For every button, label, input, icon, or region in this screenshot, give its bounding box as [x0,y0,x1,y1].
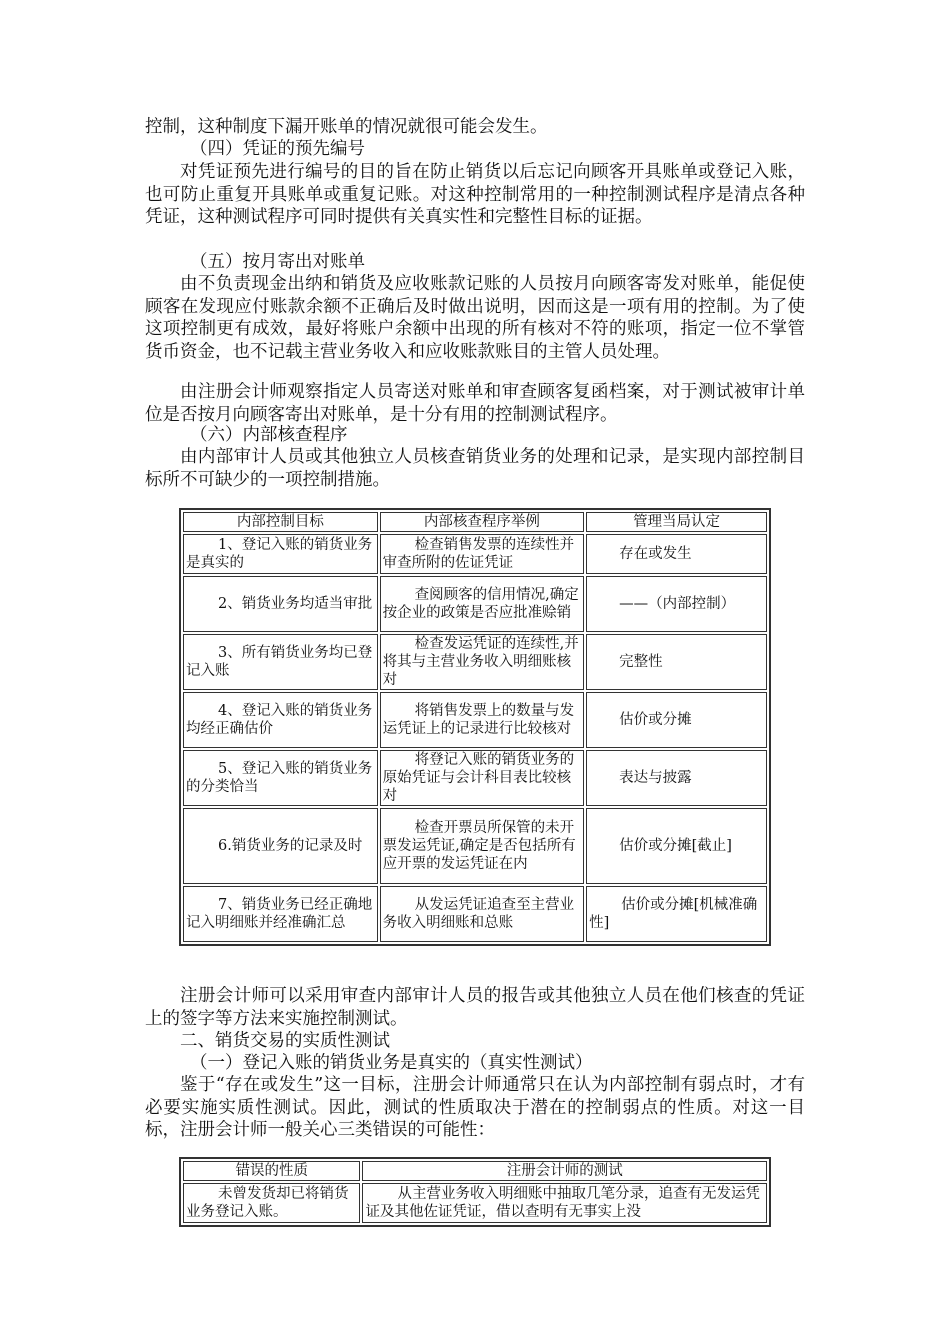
table-cell: 7、销货业务已经正确地记入明细账并经准确汇总 [183,886,378,942]
table-header: 错误的性质 [183,1161,360,1181]
table-cell: 1、登记入账的销货业务是真实的 [183,534,378,574]
table-cell: 检查销售发票的连续性并审查所附的佐证凭证 [380,534,584,574]
table-row [183,534,767,574]
table-cell: ——（内部控制） [586,576,767,632]
table-cell: 估价或分摊[机械准确性] [586,886,767,942]
section-heading-6: （六）内部核查程序 [190,425,348,445]
table-cell: 6.销货业务的记录及时 [183,808,378,884]
table-header: 管理当局认定 [586,512,767,532]
table-row [183,692,767,748]
section-heading-4: （四）凭证的预先编号 [190,139,365,159]
table-header: 内部核查程序举例 [380,512,584,532]
paragraph: 由注册会计师观察指定人员寄送对账单和审查顾客复函档案，对于测试被审计单位是否按月向顾客寄出对账单，是十分有用的控制测试程序。 [145,382,805,425]
table-row [183,1183,767,1223]
paragraph: 对凭证预先进行编号的目的旨在防止销货以后忘记向顾客开具账单或登记入账，也可防止重复开具账单或重复记账。对这种控制常用的一种控制测试程序是清点各种凭证，这种测试程序可同时提供有关真实性和完整性目标的证据。 [145,162,805,227]
table-header: 内部控制目标 [183,512,378,532]
table-cell: 存在或发生 [586,534,767,574]
table-cell: 3、所有销货业务均已登记入账 [183,634,378,690]
internal-control-table [179,508,771,946]
error-test-table [179,1157,771,1227]
table-header: 注册会计师的测试 [362,1161,767,1181]
paragraph: 控制，这种制度下漏开账单的情况就很可能会发生。 [145,117,548,137]
table-cell: 估价或分摊[截止] [586,808,767,884]
table-row [183,634,767,690]
table-cell: 将销售发票上的数量与发运凭证上的记录进行比较核对 [380,692,584,748]
table-cell: 将登记入账的销货业务的原始凭证与会计科目表比较核对 [380,750,584,806]
paragraph: 注册会计师可以采用审查内部审计人员的报告或其他独立人员在他们核查的凭证上的签字等方法来实施控制测试。 [145,986,805,1029]
table-cell: 估价或分摊 [586,692,767,748]
table-header-row [183,1161,767,1181]
table-cell: 检查开票员所保管的未开票发运凭证,确定是否包括所有应开票的发运凭证在内 [380,808,584,884]
table-row [183,808,767,884]
paragraph: 由不负责现金出纳和销货及应收账款记账的人员按月向顾客寄发对账单，能促使顾客在发现应付账款余额不正确后及时做出说明，因而这是一项有用的控制。为了使这项控制更有成效，最好将账户余额中出现的所有核对不符的账项，指定一位不掌管货币资金，也不记载主营业务收入和应收账款账目的主管人员处理。 [145,274,805,362]
subsection-heading: （一）登记入账的销货业务是真实的（真实性测试） [190,1053,593,1073]
table-cell: 检查发运凭证的连续性,并将其与主营业务收入明细账核对 [380,634,584,690]
table-header-row [183,512,767,532]
section-heading: 二、销货交易的实质性测试 [180,1031,390,1051]
table-cell: 未曾发货却已将销货业务登记入账。 [183,1183,360,1223]
section-heading-5: （五）按月寄出对账单 [190,252,365,272]
table-cell: 从发运凭证追查至主营业务收入明细账和总账 [380,886,584,942]
table-cell: 查阅顾客的信用情况,确定按企业的政策是否应批准赊销 [380,576,584,632]
table-cell: 2、销货业务均适当审批 [183,576,378,632]
table-cell: 完整性 [586,634,767,690]
paragraph: 由内部审计人员或其他独立人员核查销货业务的处理和记录，是实现内部控制目标所不可缺少的一项控制措施。 [145,447,805,490]
table-row [183,576,767,632]
table-row [183,750,767,806]
paragraph: 鉴于“存在或发生”这一目标，注册会计师通常只在认为内部控制有弱点时，才有必要实施实质性测试。因此，测试的性质取决于潜在的控制弱点的性质。对这一目标，注册会计师一般关心三类错误的可能性： [145,1075,805,1140]
table-cell: 从主营业务收入明细账中抽取几笔分录，追查有无发运凭证及其他佐证凭证，借以查明有无事实上没 [362,1183,767,1223]
table-row [183,886,767,942]
table-cell: 表达与披露 [586,750,767,806]
table-cell: 4、登记入账的销货业务均经正确估价 [183,692,378,748]
table-cell: 5、登记入账的销货业务的分类恰当 [183,750,378,806]
